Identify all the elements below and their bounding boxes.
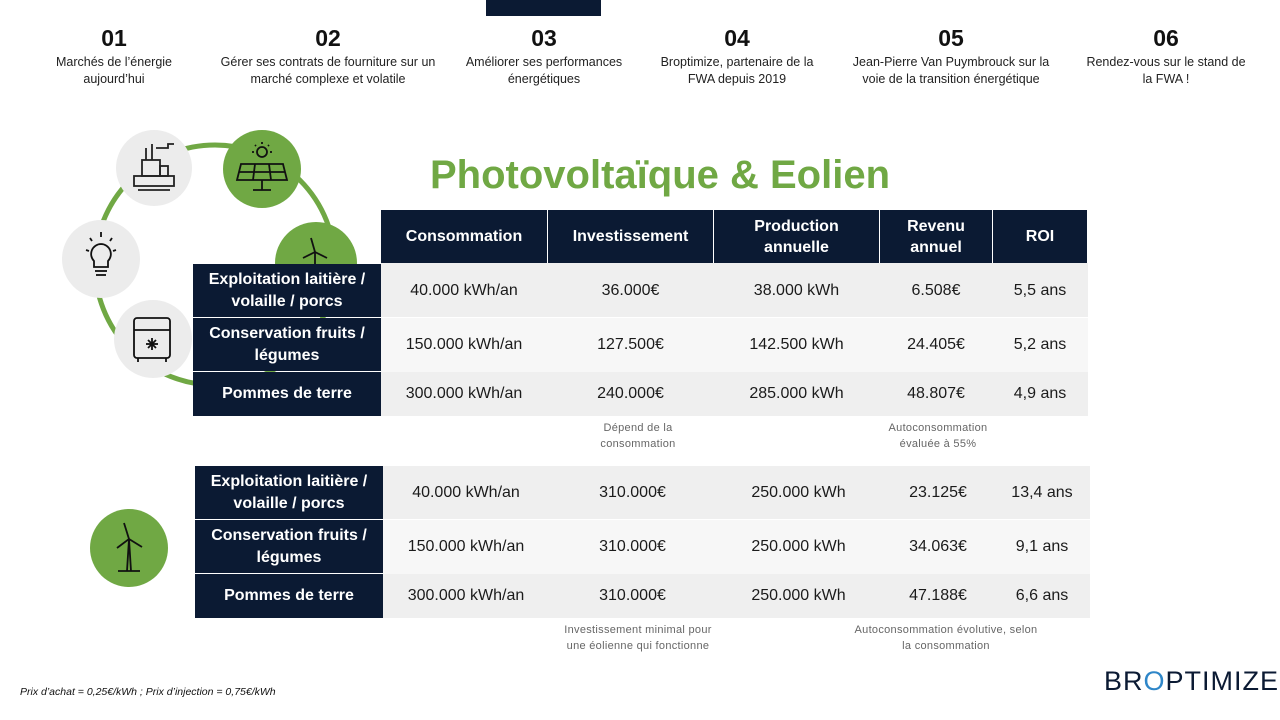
- cell-roi: 5,2 ans: [1013, 335, 1067, 353]
- header-revenu: Revenu annuel: [880, 210, 992, 263]
- header-investissement: Investissement: [548, 210, 713, 263]
- row-label: Conservation fruits / légumes: [195, 520, 383, 573]
- row-label: Pommes de terre: [195, 574, 383, 618]
- header-production: Production annuelle: [714, 210, 879, 263]
- nav-item-06[interactable]: [1076, 24, 1256, 88]
- lightbulb-icon-glyph: [62, 220, 140, 298]
- cell-revenu: 34.063€: [909, 537, 967, 555]
- logo-part: BR: [1104, 666, 1144, 696]
- active-section-indicator: [486, 0, 601, 16]
- cell-investissement: 36.000€: [601, 281, 660, 299]
- fridge-icon-glyph: [114, 300, 192, 378]
- cell-investissement: 127.500€: [597, 335, 664, 353]
- cell-production: 250.000 kWh: [751, 483, 846, 501]
- solar-panel-icon: [223, 130, 301, 208]
- cell-consommation: 40.000 kWh/an: [410, 281, 518, 299]
- factory-icon: [116, 130, 192, 206]
- header-consommation: Consommation: [381, 210, 547, 263]
- header-roi: ROI: [993, 210, 1087, 263]
- nav-number: 03: [531, 25, 557, 51]
- cell-investissement: 310.000€: [599, 537, 666, 555]
- row-label: Pommes de terre: [193, 372, 381, 416]
- price-footnote: Prix d’achat = 0,25€/kWh ; Prix d’injection = 0,75€/kWh: [20, 686, 276, 698]
- nav-number: 04: [724, 25, 750, 51]
- nav-label: Améliorer ses performances énergétiques: [465, 55, 623, 86]
- note-revenu: Autoconsommation évolutive, selon la consommation: [854, 624, 1038, 652]
- nav-label: Rendez-vous sur le stand de la FWA !: [1086, 55, 1246, 86]
- nav-number: 02: [315, 25, 341, 51]
- nav-number: 05: [938, 25, 964, 51]
- cell-roi: 9,1 ans: [1015, 537, 1069, 555]
- wind-turbine-icon: [90, 509, 168, 587]
- note-investissement: Investissement minimal pour une éolienne qui fonctionne: [564, 624, 712, 652]
- logo-part: PTIMIZE: [1165, 666, 1280, 696]
- cell-production: 285.000 kWh: [749, 385, 844, 402]
- factory-icon-glyph: [116, 130, 192, 206]
- cell-revenu: 48.807€: [907, 385, 965, 402]
- nav-item-04[interactable]: [647, 24, 827, 88]
- nav-item-01[interactable]: [24, 24, 204, 88]
- row-label: Exploitation laitière / volaille / porcs: [193, 264, 381, 317]
- nav-number: 06: [1153, 25, 1179, 51]
- page-title: Photovoltaïque & Eolien: [429, 153, 891, 197]
- solar-panel-icon-glyph: [223, 130, 301, 208]
- wind-turbine-icon-glyph: [90, 509, 168, 587]
- cell-roi: 6,6 ans: [1015, 587, 1069, 604]
- nav-number: 01: [101, 25, 127, 51]
- fridge-icon: [114, 300, 192, 378]
- cell-revenu: 47.188€: [909, 587, 967, 604]
- cell-roi: 13,4 ans: [1011, 483, 1073, 501]
- note-investissement: Dépend de la consommation: [600, 422, 676, 450]
- logo-part: O: [1143, 666, 1166, 696]
- cell-production: 250.000 kWh: [751, 537, 846, 555]
- cell-revenu: 6.508€: [911, 281, 961, 299]
- nav-item-02[interactable]: [218, 24, 438, 88]
- cell-consommation: 150.000 kWh/an: [405, 335, 523, 353]
- cell-investissement: 310.000€: [599, 587, 666, 604]
- row-label: Conservation fruits / légumes: [193, 318, 381, 371]
- broptimize-logo: [1104, 666, 1279, 697]
- row-label: Exploitation laitière / volaille / porcs: [195, 466, 383, 519]
- cell-production: 38.000 kWh: [753, 281, 840, 299]
- cell-investissement: 310.000€: [599, 483, 666, 501]
- cell-roi: 4,9 ans: [1013, 385, 1067, 402]
- nav-label: Gérer ses contrats de fourniture sur un marché complexe et volatile: [220, 55, 436, 86]
- cell-investissement: 240.000€: [597, 385, 664, 402]
- nav-item-03[interactable]: [454, 24, 634, 88]
- lightbulb-icon: [62, 220, 140, 298]
- cell-production: 142.500 kWh: [749, 335, 844, 353]
- cell-consommation: 300.000 kWh/an: [407, 587, 525, 604]
- cell-revenu: 23.125€: [909, 483, 967, 501]
- nav-label: Broptimize, partenaire de la FWA depuis 2019: [660, 55, 814, 86]
- nav-label: Jean-Pierre Van Puymbrouck sur la voie de la transition énergétique: [852, 55, 1050, 86]
- cell-roi: 5,5 ans: [1013, 281, 1067, 299]
- cell-consommation: 40.000 kWh/an: [412, 483, 520, 501]
- cell-consommation: 150.000 kWh/an: [407, 537, 525, 555]
- note-revenu: Autoconsommation évaluée à 55%: [888, 422, 988, 450]
- cell-production: 250.000 kWh: [751, 587, 846, 604]
- nav-item-05[interactable]: [842, 24, 1060, 88]
- nav-label: Marchés de l’énergie aujourd’hui: [55, 55, 173, 86]
- cell-revenu: 24.405€: [907, 335, 965, 353]
- cell-consommation: 300.000 kWh/an: [405, 385, 523, 402]
